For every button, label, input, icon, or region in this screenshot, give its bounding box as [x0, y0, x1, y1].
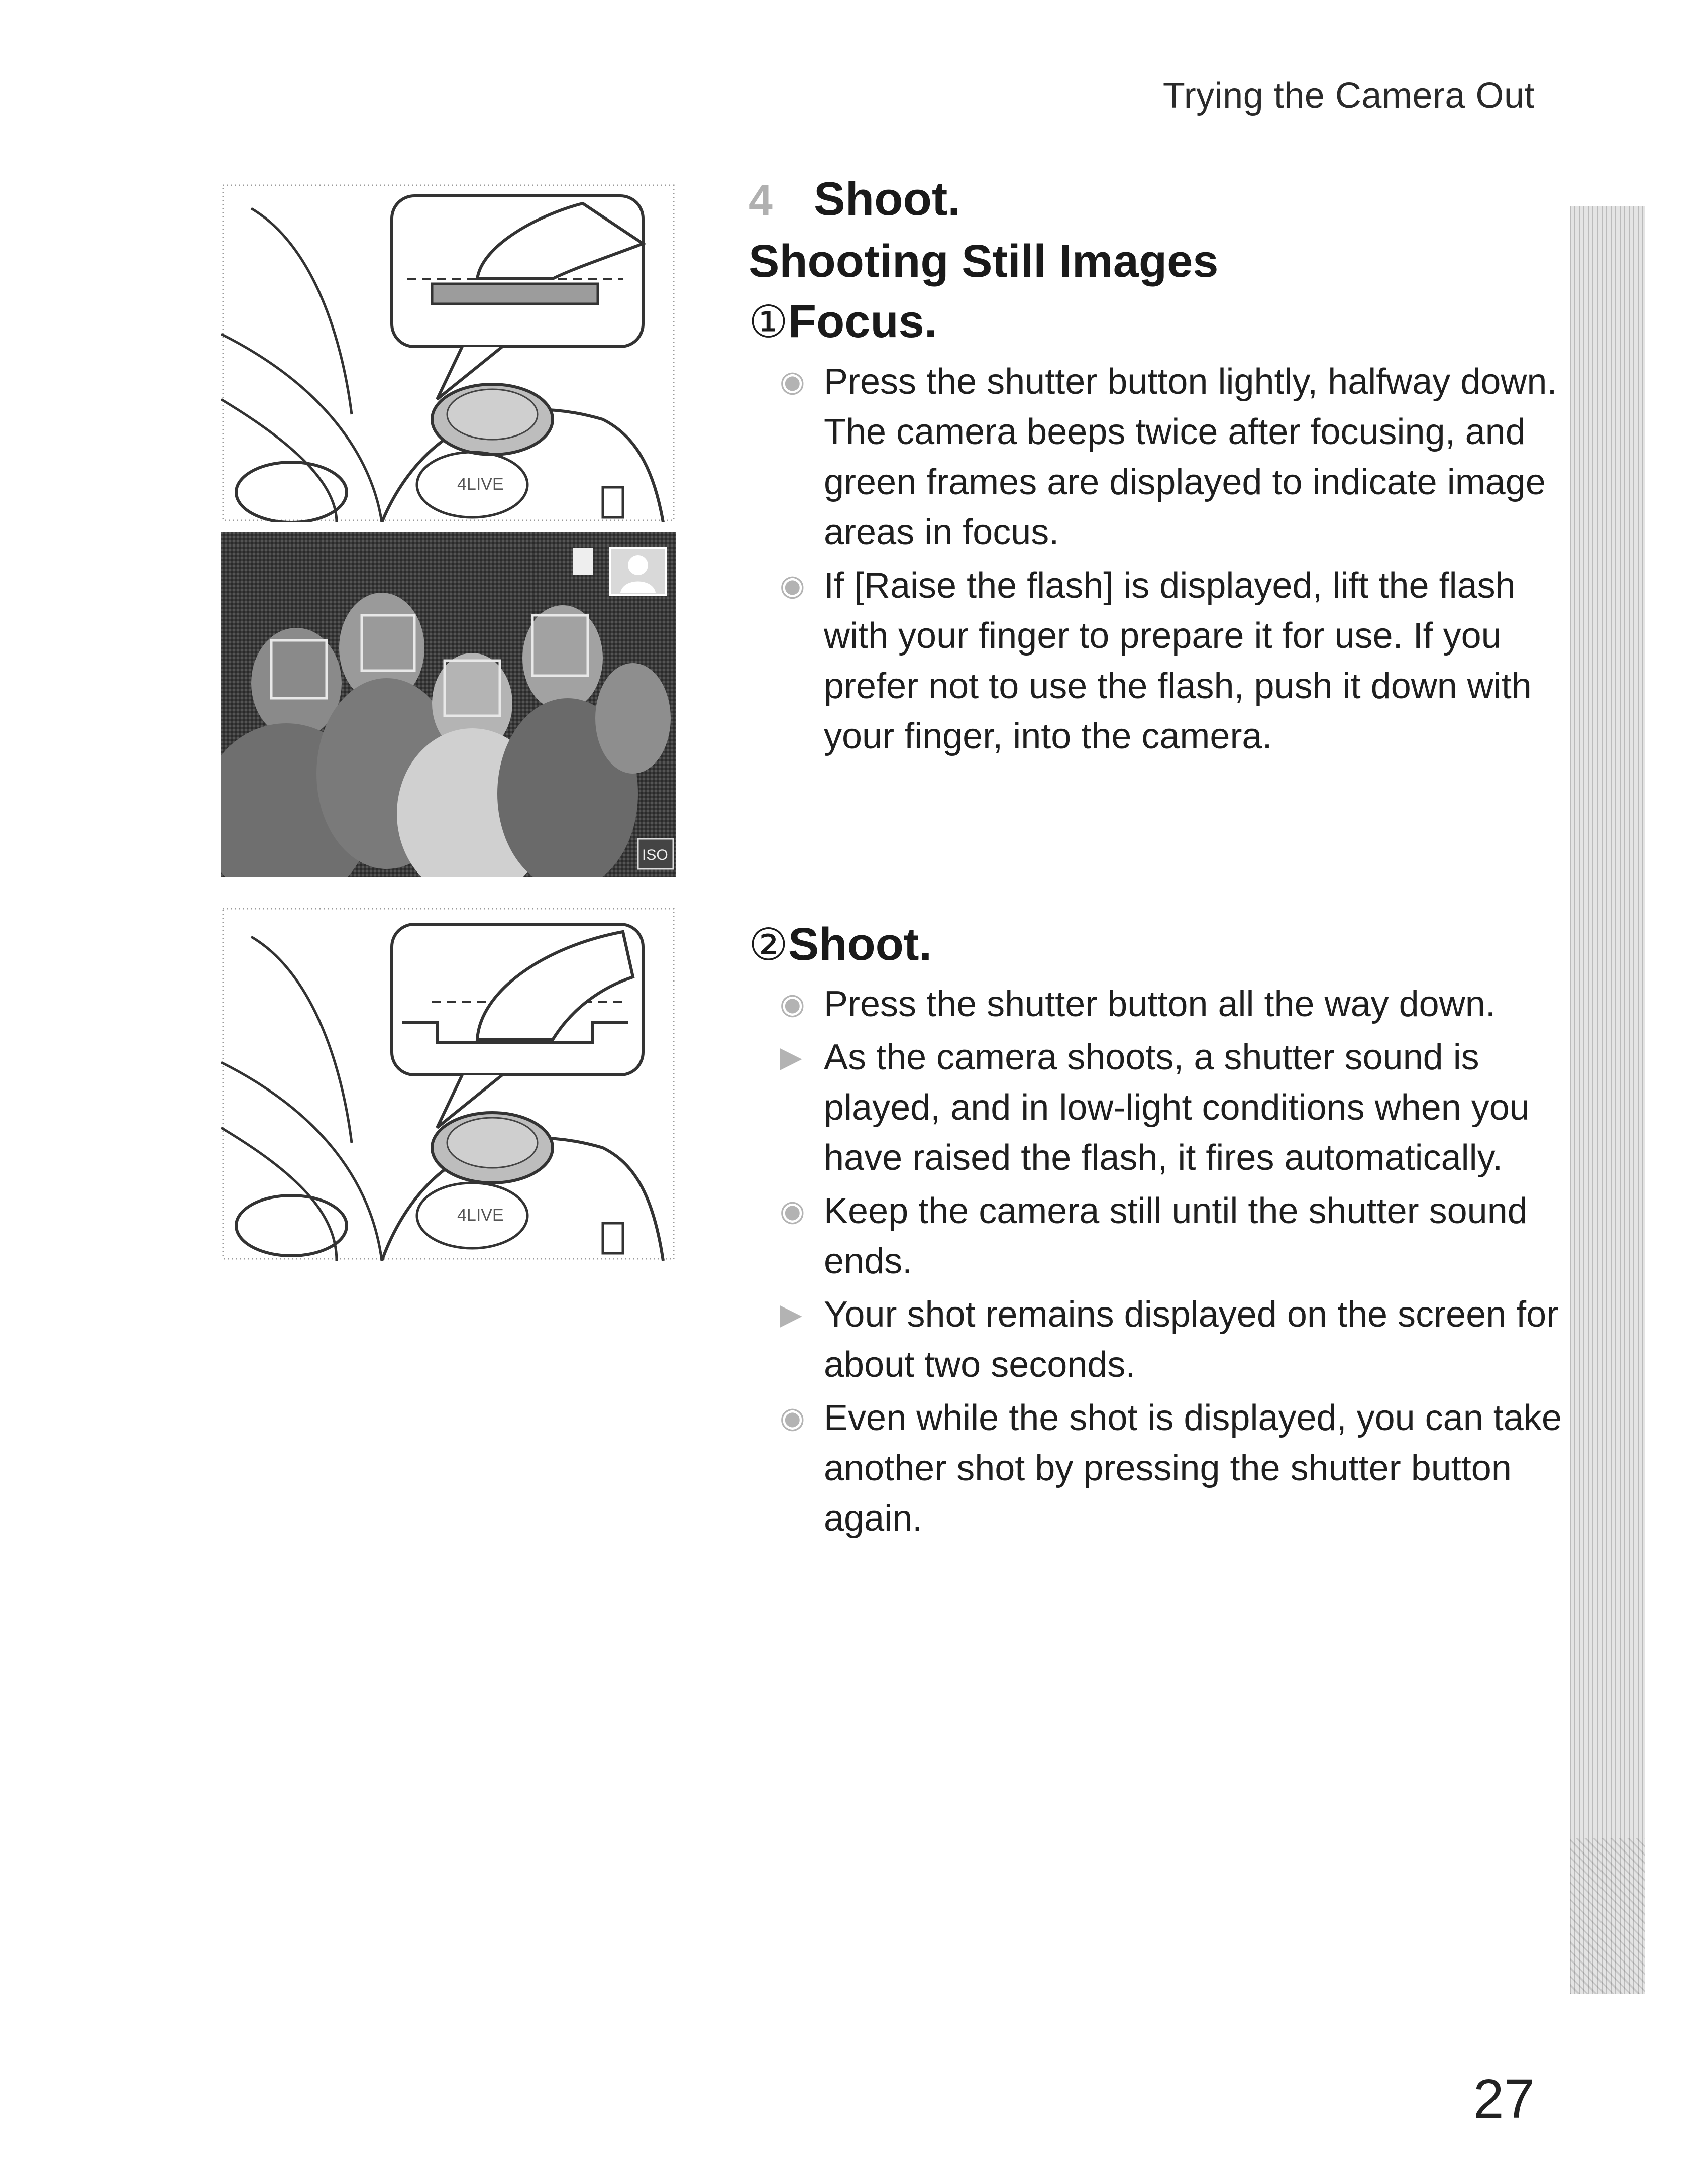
bullet-icon: ◉: [780, 1401, 805, 1435]
circled-number-1: ①: [749, 297, 788, 347]
substep-2-heading-text: Shoot.: [788, 919, 932, 970]
chapter-side-tab: [1570, 206, 1645, 1994]
bullet-icon: ◉: [780, 1194, 805, 1228]
step-heading-text: Shoot.: [814, 172, 961, 225]
bullet-text: Press the shutter button all the way down.: [824, 984, 1496, 1025]
substep-1-heading-text: Focus.: [788, 296, 937, 348]
list-item: [749, 1032, 1562, 1183]
dial-label: 4LIVE: [457, 475, 504, 494]
bullet-text: Even while the shot is displayed, you can take another shot by pressing the shutter button again.: [824, 1398, 1562, 1539]
focus-frames-screen-photo: [221, 532, 676, 877]
page-number: 27: [1473, 2068, 1535, 2130]
substep-2-bullets: [749, 979, 1562, 1544]
substep-1-bullets: [749, 357, 1562, 761]
bullet-icon: ◉: [780, 365, 805, 398]
step-number-icon: 4: [749, 176, 773, 225]
result-arrow-icon: ▶: [780, 1041, 802, 1074]
list-item: [749, 1289, 1562, 1390]
bullet-text: Your shot remains displayed on the screen for about two seconds.: [824, 1294, 1559, 1385]
list-item: [749, 1186, 1562, 1286]
bullet-icon: ◉: [780, 569, 805, 602]
substep-2-block: [749, 917, 1562, 1547]
step-heading: [749, 171, 1562, 228]
list-item: [749, 561, 1562, 761]
bullet-icon: ◉: [780, 988, 805, 1021]
step-4-block: [749, 171, 1562, 765]
circled-number-2: ②: [749, 920, 788, 969]
substep-2-heading: [749, 917, 1562, 972]
result-arrow-icon: ▶: [780, 1298, 802, 1331]
bullet-text: If [Raise the flash] is displayed, lift the flash with your finger to prepare it for use. If you prefer not to use the flash, push it down with your finger, into the camera.: [824, 565, 1532, 756]
dial-label: 4LIVE: [457, 1206, 504, 1225]
shutter-full-press-illustration: [221, 907, 676, 1261]
bullet-text: Keep the camera still until the shutter sound ends.: [824, 1191, 1528, 1282]
bullet-text: Press the shutter button lightly, halfway down. The camera beeps twice after focusing, and green frames are displayed to indicate image areas in focus.: [824, 361, 1557, 553]
list-item: [749, 1393, 1562, 1544]
section-title: Shooting Still Images: [749, 235, 1219, 287]
iso-icon: ISO: [642, 847, 668, 863]
substep-1-heading: [749, 294, 1562, 349]
shutter-half-press-illustration: [221, 183, 676, 522]
bullet-text: As the camera shoots, a shutter sound is played, and in low-light conditions when you have raised the flash, it fires automatically.: [824, 1037, 1530, 1178]
running-header: Trying the Camera Out: [1162, 76, 1535, 116]
list-item: [749, 357, 1562, 558]
list-item: [749, 979, 1562, 1029]
